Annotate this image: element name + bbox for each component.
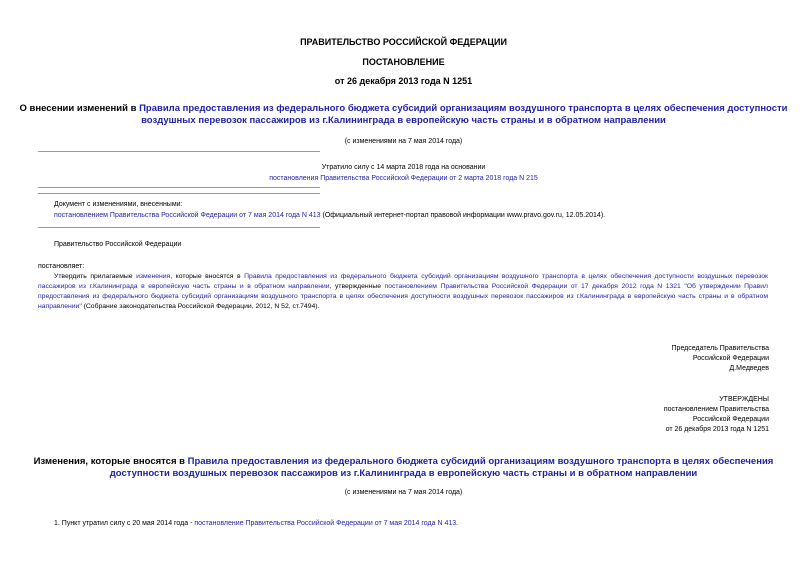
title-rules-link[interactable]: Правила предоставления из федерального бюджета субсидий организациям воздушного транспорта в целях обеспечения доступности	[139, 103, 788, 114]
signature-block	[672, 344, 769, 374]
doc-type-heading: ПОСТАНОВЛЕНИЕ	[362, 57, 445, 67]
changes-rules-link-cont[interactable]: доступности воздушных перевозок пассажиров из г.Калининграда в европейскую часть страны и в обратном направлении	[109, 468, 698, 479]
title-prefix: О внесении изменений в	[19, 103, 140, 114]
status-line: Утратило силу с 14 марта 2018 года на основании	[321, 164, 486, 171]
government-heading: ПРАВИТЕЛЬСТВО РОССИЙСКОЙ ФЕДЕРАЦИИ	[300, 37, 507, 47]
amending-decree-link[interactable]: постановлением Правительства Российской Федерации от 7 мая 2014 года N 413	[54, 212, 321, 219]
signature-org: Российской Федерации	[692, 355, 769, 362]
approved-block	[664, 395, 769, 435]
approved-org: Российской Федерации	[692, 416, 769, 423]
changes-link[interactable]: изменения	[136, 273, 171, 280]
changes-rules-link[interactable]: Правила предоставления из федерального бюджета субсидий организациям воздушного транспорта в целях обеспечения	[187, 456, 774, 467]
title-amended-note: (с изменениями на 7 мая 2014 года)	[344, 138, 463, 145]
paragraph-text: , которые вносятся в	[170, 273, 245, 280]
item-end: .	[456, 520, 459, 527]
document-title	[0, 103, 807, 127]
divider	[38, 193, 320, 194]
amendments-source: (Официальный интернет-портал правовой информации www.pravo.gov.ru, 12.05.2014).	[320, 212, 606, 219]
amendments-line	[54, 211, 605, 221]
signature-title: Председатель Правительства	[671, 345, 769, 352]
doc-date-number: от 26 декабря 2013 года N 1251	[334, 76, 473, 86]
changes-prefix: Изменения, которые вносятся в	[33, 456, 188, 467]
changes-amended-note: (с изменениями на 7 мая 2014 года)	[344, 489, 463, 496]
body-decides: постановляет:	[38, 263, 85, 270]
body-government: Правительство Российской Федерации	[54, 241, 182, 248]
title-rules-link-cont[interactable]: воздушных перевозок пассажиров из г.Калининграда в европейскую часть страны и в обратном направлении	[141, 115, 666, 126]
divider	[38, 151, 320, 152]
divider	[38, 187, 320, 188]
decree-1321-link[interactable]: постановлением Правительства Российской Федерации от 17 декабря 2012 года N 1321 "Об утверждении Правил предоставления из федерального бюджета субсидий организациям воздушного транспорта в целях обеспечения доступности воздушных перевозок пассажиров из г.Калининграда в европейскую часть страны и в обратном направлении"	[38, 283, 768, 310]
approved-by: постановлением Правительства	[663, 406, 769, 413]
changes-title	[0, 456, 807, 480]
change-item-1	[54, 519, 458, 529]
divider	[38, 227, 320, 228]
paragraph-text: , утвержденные	[329, 283, 385, 290]
decree-413-link[interactable]: постановление Правительства Российской Федерации от 7 мая 2014 года N 413	[194, 520, 457, 527]
status-link-line	[0, 174, 807, 184]
paragraph-text: (Собрание законодательства Российской Федерации, 2012, N 52, ст.7494).	[81, 303, 320, 310]
body-paragraph	[38, 272, 768, 312]
approved-date: от 26 декабря 2013 года N 1251	[665, 426, 769, 433]
signature-name: Д.Медведев	[729, 365, 769, 372]
approved-label: УТВЕРЖДЕНЫ	[719, 396, 769, 403]
repeal-decree-link[interactable]: постановления Правительства Российской Федерации от 2 марта 2018 года N 215	[269, 175, 538, 182]
rules-link[interactable]: Правила предоставления из федерального бюджета субсидий организациям воздушного транспорта в целях обеспечения доступности воздушных перевозок пассажиров из г.Калининграда в европейскую часть страны и в обратном направлении	[38, 273, 768, 290]
paragraph-text: Утвердить прилагаемые	[54, 273, 137, 280]
amendments-label: Документ с изменениями, внесенными:	[54, 201, 183, 208]
item-text: 1. Пункт утратил силу с 20 мая 2014 года -	[54, 520, 195, 527]
